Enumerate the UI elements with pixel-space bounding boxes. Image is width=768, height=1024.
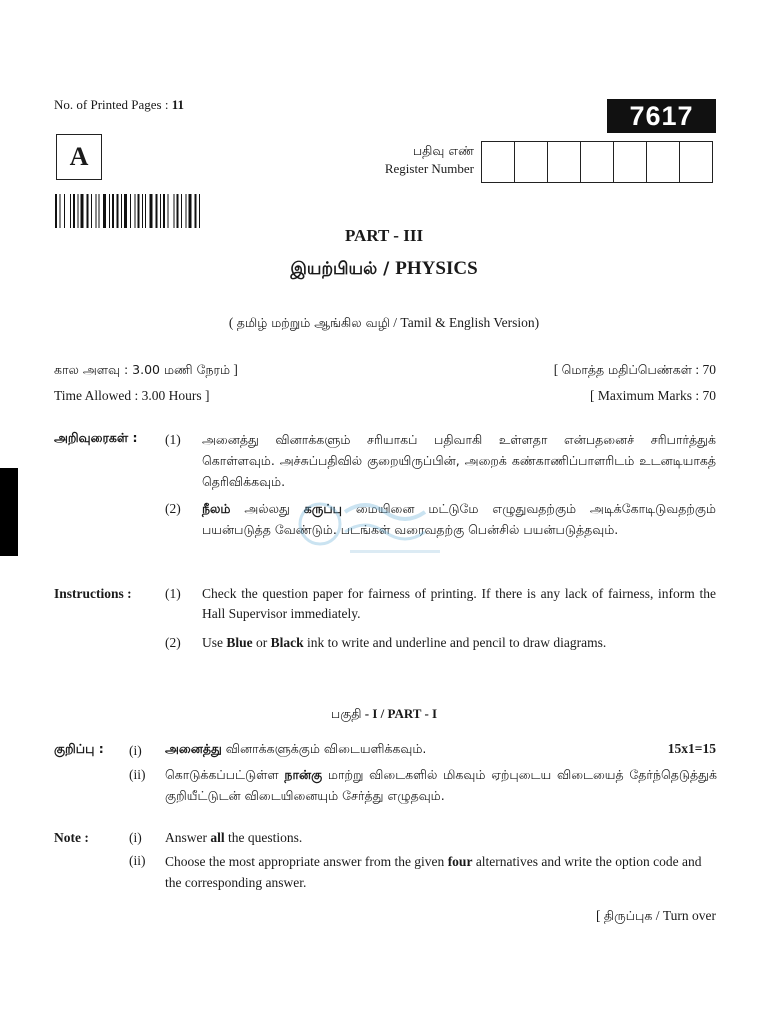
note-i-b: the questions. (224, 830, 303, 845)
printed-pages-label: No. of Printed Pages : (54, 97, 172, 112)
kurippu-ii-text (165, 764, 717, 806)
four-en: four (447, 854, 473, 869)
time-ta-c: ] (230, 362, 238, 377)
turn-open: [ (596, 908, 604, 923)
register-box[interactable] (581, 142, 614, 182)
subject-title (0, 258, 768, 281)
instructions-ta-label: அறிவுரைகள் : (54, 430, 138, 445)
all-ta: அனைத்து (165, 741, 222, 756)
instructions-ta-2-text (202, 498, 716, 540)
instructions-ta-2-num: (2) (165, 501, 181, 516)
kurippu-i-num: (i) (129, 743, 142, 758)
part-title: PART - III (344, 226, 424, 245)
barcode (55, 194, 250, 228)
kurippu-ii-a: கொடுக்கப்பட்டுள்ள (165, 767, 285, 782)
kurippu-ii-b: மாற்று விடைகளில் மிகவும் ஏற்புடைய விடையைத் தேர்ந்தெடுத்துக் குறியீட்டுடன் விடையினையும் சேர்த்து எழுதவும். (165, 767, 717, 803)
part-one-en: - I / PART - I (361, 706, 438, 721)
watermark-logo (290, 488, 450, 568)
ink-text: ink to write and underline and pencil to draw diagrams. (303, 635, 607, 650)
register-box[interactable] (515, 142, 548, 182)
subject-en: PHYSICS (395, 258, 478, 279)
version-line (0, 315, 768, 332)
note-label: Note : (54, 830, 89, 845)
four-ta: நான்கு (284, 767, 323, 782)
paper-code: 7617 (607, 99, 716, 133)
version-open: ( (228, 315, 237, 330)
instructions-ta-1-text: அனைத்து வினாக்களும் சரியாகப் பதிவாகி உள்ளதா என்பதனைச் சரிபார்த்துக் கொள்ளவும். அச்சுப்பதிவில் குறையிருப்பின், அறைக் கண்காணிப்பாளரிடம் உடனடியாகத் தெரிவிக்கவும். (202, 432, 716, 489)
note-i-a: Answer (165, 830, 211, 845)
kurippu-ii-num: (ii) (129, 767, 146, 782)
version-ta: தமிழ் மற்றும் ஆங்கில வழி (236, 315, 390, 330)
or-ta: அல்லது (230, 501, 304, 516)
register-box[interactable] (482, 142, 515, 182)
part-one-heading (0, 706, 768, 723)
instructions-en-label: Instructions : (54, 586, 132, 601)
instructions-en-1-num: (1) (165, 586, 181, 601)
note-i-text (165, 828, 302, 848)
time-allowed-ta (54, 360, 238, 380)
use-text: Use (202, 635, 227, 650)
register-box[interactable] (614, 142, 647, 182)
or-en: or (252, 635, 271, 650)
blue-ta: நீலம் (202, 501, 231, 516)
note-ii-num: (ii) (129, 853, 146, 868)
note-ii-a: Choose the most appropriate answer from the given (165, 854, 448, 869)
all-en: all (210, 830, 225, 845)
instructions-ta-2-rest: மையினை மட்டுமே எழுதுவதற்கும் அடிக்கோடிடுவதற்கும் பயன்படுத்த வேண்டும். படங்கள் வரைவதற்கு பென்சில் பயன்படுத்தவும். (202, 501, 716, 537)
version-en: / Tamil & English Version) (389, 315, 540, 330)
kurippu-i-text (165, 741, 426, 758)
time-ta-b: மணி நேரம் (163, 362, 231, 377)
part-one-ta: பகுதி (330, 706, 362, 721)
register-box[interactable] (548, 142, 581, 182)
side-registration-mark (0, 468, 18, 556)
instructions-en-2-num: (2) (165, 635, 181, 650)
instructions-ta-1-num: (1) (165, 432, 181, 447)
printed-pages (54, 97, 184, 113)
set-letter: A (56, 134, 102, 180)
time-allowed-en: Time Allowed : 3.00 Hours ] (54, 388, 210, 403)
register-label-en: Register Number (384, 161, 474, 176)
register-box[interactable] (647, 142, 680, 182)
register-box[interactable] (680, 142, 712, 182)
marks-ta-a: [ (553, 362, 562, 377)
blue-en: Blue (226, 635, 253, 650)
note-i-num: (i) (129, 830, 142, 845)
register-label-ta: பதிவு எண் (412, 143, 474, 158)
kurippu-label: குறிப்பு : (54, 741, 104, 756)
turn-ta: திருப்புக (603, 908, 653, 923)
register-number-grid[interactable] (481, 141, 713, 183)
turn-over (596, 906, 716, 926)
max-marks-en: [ Maximum Marks : 70 (590, 388, 716, 403)
instructions-en-1-text: Check the question paper for fairness of printing. If there is any lack of fairness, inform the Hall Supervisor immediately. (202, 586, 716, 621)
black-en: Black (270, 635, 304, 650)
instructions-en-2-text (202, 633, 716, 653)
kurippu-i-rest: வினாக்களுக்கும் விடையளிக்கவும். (221, 741, 427, 756)
note-ii-b: alternatives and write the option code and the corresponding answer. (165, 854, 702, 890)
time-ta-a: கால அளவு : 3.00 (54, 362, 164, 377)
marks-scheme: 15x1=15 (667, 741, 716, 756)
marks-ta-c: : 70 (691, 362, 716, 377)
max-marks-ta (554, 360, 716, 380)
subject-ta: இயற்பியல் / (290, 259, 396, 279)
black-ta: கருப்பு (303, 501, 342, 516)
turn-en: / Turn over (652, 908, 716, 923)
note-ii-text (165, 851, 717, 893)
marks-ta-b: மொத்த மதிப்பெண்கள் (561, 362, 692, 377)
printed-pages-value: 11 (171, 97, 185, 112)
